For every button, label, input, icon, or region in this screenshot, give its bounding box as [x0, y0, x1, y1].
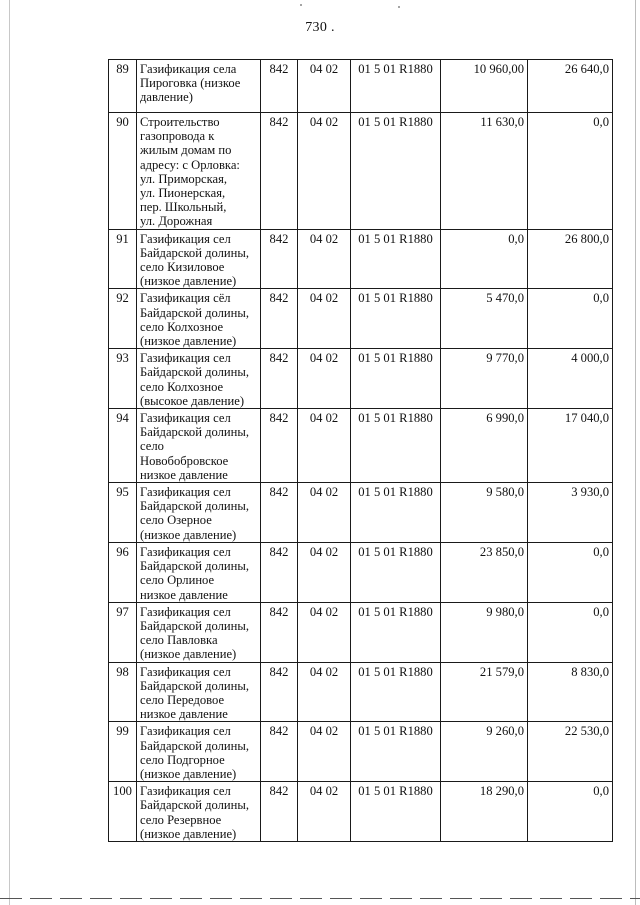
object-name-line: Новобобровское	[140, 453, 229, 468]
scan-dash-line	[0, 898, 640, 899]
table-body	[109, 60, 613, 842]
object-name-line: село Колхозное	[140, 379, 224, 394]
object-name-line: Байдарской долины,	[140, 365, 250, 380]
object-name-line: Газификация сел	[140, 784, 231, 799]
object-name	[137, 782, 261, 842]
amount-second-year: 4 000,0	[528, 349, 613, 409]
object-name-line: ул. Пионерская,	[140, 186, 226, 201]
row-number: 96	[109, 542, 137, 602]
object-name	[137, 289, 261, 349]
object-name-line: село Резервное	[140, 812, 222, 827]
table-row	[109, 662, 613, 722]
object-name-line: село Павловка	[140, 633, 218, 648]
object-name-line: ул. Приморская,	[140, 171, 228, 186]
table-row	[109, 409, 613, 483]
object-name-line: село Орлиное	[140, 573, 215, 588]
section-code: 04 02	[298, 289, 351, 349]
scan-edge-left	[9, 0, 10, 905]
ministry-code: 842	[261, 662, 298, 722]
object-name-line: низкое давление	[140, 587, 228, 602]
amount-second-year: 22 530,0	[528, 722, 613, 782]
amount-second-year: 26 640,0	[528, 60, 613, 113]
amount-first-year: 9 770,0	[441, 349, 528, 409]
row-number: 89	[109, 60, 137, 113]
ministry-code: 842	[261, 349, 298, 409]
amount-first-year: 10 960,00	[441, 60, 528, 113]
object-name-line: Байдарской долины,	[140, 425, 250, 440]
amount-second-year: 0,0	[528, 113, 613, 230]
object-name-line: село Передовое	[140, 692, 225, 707]
object-name	[137, 60, 261, 113]
ministry-code: 842	[261, 483, 298, 543]
section-code: 04 02	[298, 782, 351, 842]
row-number: 92	[109, 289, 137, 349]
object-name	[137, 483, 261, 543]
row-number: 97	[109, 602, 137, 662]
object-name-line: село Озерное	[140, 513, 212, 528]
object-name-line: пер. Школьный,	[140, 200, 227, 215]
object-name-line: Строительство	[140, 115, 220, 129]
section-code: 04 02	[298, 113, 351, 230]
ministry-code: 842	[261, 289, 298, 349]
object-name-line: Байдарской долины,	[140, 738, 250, 753]
object-name	[137, 542, 261, 602]
section-code: 04 02	[298, 722, 351, 782]
ministry-code: 842	[261, 542, 298, 602]
object-name-line: Газификация сел	[140, 351, 231, 366]
object-name-line: Байдарской долины,	[140, 559, 250, 574]
object-name	[137, 229, 261, 289]
amount-second-year: 0,0	[528, 602, 613, 662]
ministry-code: 842	[261, 602, 298, 662]
target-article-code: 01 5 01 R1880	[351, 229, 441, 289]
object-name-line: Газификация сел	[140, 485, 231, 500]
amount-second-year: 26 800,0	[528, 229, 613, 289]
row-number: 95	[109, 483, 137, 543]
object-name-line: Газификация села	[140, 62, 237, 76]
object-name	[137, 409, 261, 483]
table-row	[109, 113, 613, 230]
object-name-line: газопровода к	[140, 129, 215, 144]
object-name-line: Газификация сел	[140, 724, 231, 739]
page-number-value: 730	[305, 20, 328, 35]
ministry-code: 842	[261, 722, 298, 782]
object-name-line: Газификация сел	[140, 544, 231, 559]
object-name-line: Байдарской долины,	[140, 618, 250, 633]
object-name-line: Пироговка (низкое	[140, 76, 241, 91]
object-name	[137, 113, 261, 230]
object-name-line: Байдарской долины,	[140, 499, 250, 514]
ministry-code: 842	[261, 60, 298, 113]
target-article-code: 01 5 01 R1880	[351, 349, 441, 409]
section-code: 04 02	[298, 60, 351, 113]
target-article-code: 01 5 01 R1880	[351, 722, 441, 782]
section-code: 04 02	[298, 602, 351, 662]
object-name-line: жилым домам по	[140, 143, 232, 158]
object-name-line: (низкое давление)	[140, 334, 237, 349]
page-number	[0, 20, 640, 36]
object-name-line: Газификация сёл	[140, 291, 231, 306]
object-name-line: село Колхозное	[140, 319, 224, 334]
table-row	[109, 602, 613, 662]
row-number: 90	[109, 113, 137, 230]
target-article-code: 01 5 01 R1880	[351, 662, 441, 722]
row-number: 98	[109, 662, 137, 722]
amount-first-year: 23 850,0	[441, 542, 528, 602]
amount-first-year: 11 630,0	[441, 113, 528, 230]
table-row	[109, 722, 613, 782]
section-code: 04 02	[298, 229, 351, 289]
object-name-line: село	[140, 439, 164, 454]
object-name	[137, 722, 261, 782]
table-row	[109, 229, 613, 289]
amount-second-year: 0,0	[528, 782, 613, 842]
object-name-line: низкое давление	[140, 467, 228, 482]
table-row	[109, 483, 613, 543]
object-name-line: Байдарской долины,	[140, 305, 250, 320]
object-name	[137, 349, 261, 409]
table-row	[109, 782, 613, 842]
amount-second-year: 17 040,0	[528, 409, 613, 483]
amount-second-year: 0,0	[528, 289, 613, 349]
object-name-line: Байдарской долины,	[140, 798, 250, 813]
scan-edge-right	[635, 0, 636, 905]
table-row	[109, 289, 613, 349]
object-name-line: (низкое давление)	[140, 826, 237, 841]
object-name-line: (высокое давление)	[140, 393, 245, 408]
amount-first-year: 9 580,0	[441, 483, 528, 543]
table-row	[109, 542, 613, 602]
target-article-code: 01 5 01 R1880	[351, 409, 441, 483]
object-name-line: Байдарской долины,	[140, 245, 250, 260]
object-name-line: низкое давление	[140, 707, 228, 722]
amount-second-year: 0,0	[528, 542, 613, 602]
object-name-line: адресу: с Орловка:	[140, 157, 240, 172]
object-name-line: село Кизиловое	[140, 260, 225, 275]
table-row	[109, 349, 613, 409]
section-code: 04 02	[298, 662, 351, 722]
row-number: 91	[109, 229, 137, 289]
object-name-line: ул. Дорожная	[140, 214, 213, 229]
ministry-code: 842	[261, 409, 298, 483]
object-name-line: Газификация сел	[140, 411, 231, 426]
object-name-line: давление)	[140, 90, 193, 105]
amount-first-year: 9 980,0	[441, 602, 528, 662]
row-number: 100	[109, 782, 137, 842]
object-name-line: (низкое давление)	[140, 766, 237, 781]
object-name-line: Газификация сел	[140, 664, 231, 679]
section-code: 04 02	[298, 409, 351, 483]
target-article-code: 01 5 01 R1880	[351, 782, 441, 842]
target-article-code: 01 5 01 R1880	[351, 542, 441, 602]
target-article-code: 01 5 01 R1880	[351, 289, 441, 349]
object-name	[137, 662, 261, 722]
target-article-code: 01 5 01 R1880	[351, 483, 441, 543]
amount-first-year: 0,0	[441, 229, 528, 289]
scan-speck	[300, 4, 302, 6]
page-number-mark: .	[330, 20, 335, 35]
amount-second-year: 3 930,0	[528, 483, 613, 543]
budget-table	[108, 59, 613, 842]
object-name-line: (низкое давление)	[140, 527, 237, 542]
object-name-line: (низкое давление)	[140, 274, 237, 289]
amount-first-year: 18 290,0	[441, 782, 528, 842]
section-code: 04 02	[298, 542, 351, 602]
amount-first-year: 21 579,0	[441, 662, 528, 722]
row-number: 99	[109, 722, 137, 782]
section-code: 04 02	[298, 349, 351, 409]
amount-first-year: 5 470,0	[441, 289, 528, 349]
target-article-code: 01 5 01 R1880	[351, 602, 441, 662]
ministry-code: 842	[261, 782, 298, 842]
object-name-line: Байдарской долины,	[140, 678, 250, 693]
object-name-line: Газификация сел	[140, 231, 231, 246]
section-code: 04 02	[298, 483, 351, 543]
amount-first-year: 9 260,0	[441, 722, 528, 782]
object-name	[137, 602, 261, 662]
object-name-line: село Подгорное	[140, 752, 225, 767]
object-name-line: Газификация сел	[140, 604, 231, 619]
target-article-code: 01 5 01 R1880	[351, 60, 441, 113]
ministry-code: 842	[261, 229, 298, 289]
table-row	[109, 60, 613, 113]
amount-second-year: 8 830,0	[528, 662, 613, 722]
object-name-line: (низкое давление)	[140, 647, 237, 662]
ministry-code: 842	[261, 113, 298, 230]
target-article-code: 01 5 01 R1880	[351, 113, 441, 230]
row-number: 93	[109, 349, 137, 409]
amount-first-year: 6 990,0	[441, 409, 528, 483]
scan-speck	[398, 6, 400, 8]
row-number: 94	[109, 409, 137, 483]
